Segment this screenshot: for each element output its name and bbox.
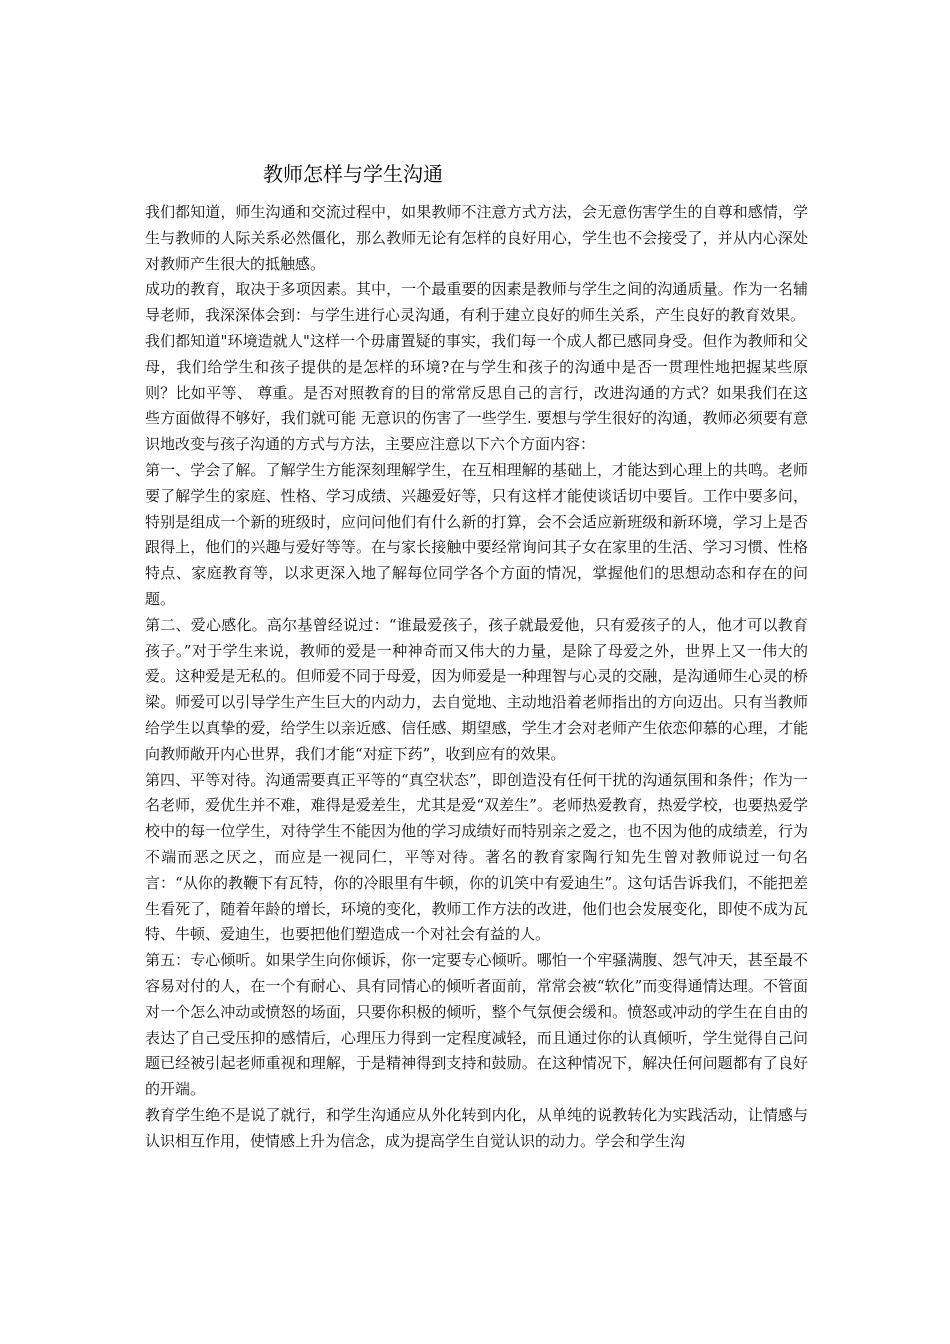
paragraph: 我们都知道，师生沟通和交流过程中，如果教师不注意方式方法，会无意伤害学生的自尊和感情，学生与教师的人际关系必然僵化，那么教师无论有怎样的良好用心，学生也不会接受了，并从内心深处对教师产生很大的抵触感。 [145, 203, 808, 273]
paragraph: 我们都知道"环境造就人"这样一个毋庸置疑的事实，我们每一个成人都已感同身受。但作为教师和父母，我们给学生和孩子提供的是怎样的环境?在与学生和孩子的沟通中是否一贯理性地把握某些原则？比如平等、 尊重。是否对照教育的目的常常反思自己的言行，改进沟通的方式？如果我们在这些方面做得不够好，我们就可能 无意识的伤害了一些学生. 要想与学生很好的沟通，教师必须要有意识地改变与孩子沟通的方式与方法，主要应注意以下六个方面内容： [145, 331, 808, 454]
paragraph: 第一、学会了解。了解学生方能深刻理解学生，在互相理解的基础上，才能达到心理上的共鸣。老师要了解学生的家庭、性格、学习成绩、兴趣爱好等，只有这样才能使谈话切中要旨。工作中要多问，特别是组成一个新的班级时，应问问他们有什么新的打算，会不会适应新班级和新环境，学习上是否跟得上，他们的兴趣与爱好等等。在与家长接触中要经常询问其子女在家里的生活、学习习惯、性格特点、家庭教育等，以求更深入地了解每位同学各个方面的情况，掌握他们的思想动态和存在的问题。 [145, 460, 808, 608]
document-title: 教师怎样与学生沟通 [263, 162, 443, 186]
paragraph: 第五：专心倾听。如果学生向你倾诉，你一定要专心倾听。哪怕一个牢骚满腹、怨气冲天，甚至最不容易对付的人，在一个有耐心、具有同情心的倾听者面前，常常会被“软化”而变得通情达理。不管面对一个怎么冲动或愤怒的场面，只要你积极的倾听，整个气氛便会缓和。愤怒或冲动的学生在自由的表达了自己受压抑的感情后，心理压力得到一定程度减轻，而且通过你的认真倾听，学生觉得自己问题已经被引起老师重视和理解，于是精神得到支持和鼓励。在这种情况下，解决任何问题都有了良好的开端。 [145, 951, 808, 1099]
paragraph: 成功的教育，取决于多项因素。其中，一个最重要的因素是教师与学生之间的沟通质量。作为一名辅导老师，我深深体会到：与学生进行心灵沟通，有利于建立良好的师生关系，产生良好的教育效果。 [145, 280, 808, 325]
paragraph: 第四、平等对待。沟通需要真正平等的“真空状态”，即创造没有任何干扰的沟通氛围和条件；作为一名老师，爱优生并不难，难得是爱差生，尤其是爱“双差生”。老师热爱教育，热爱学校，也要热爱学校中的每一位学生，对待学生不能因为他的学习成绩好而特别亲之爱之，也不因为他的成绩差，行为不端而恶之厌之，而应是一视同仁，平等对待。著名的教育家陶行知先生曾对教师说过一句名言：“从你的教鞭下有瓦特，你的冷眼里有牛顿，你的讥笑中有爱迪生”。这句话告诉我们，不能把差生看死了，随着年龄的增长，环境的变化，教师工作方法的改进，他们也会发展变化，即使不成为瓦特、牛顿、爱迪生，也要把他们塑造成一个对社会有益的人。 [145, 770, 808, 944]
paragraph: 教育学生绝不是说了就行，和学生沟通应从外化转到内化，从单纯的说教转化为实践活动，让情感与认识相互作用，使情感上升为信念，成为提高学生自觉认识的动力。学会和学生沟 [145, 1105, 808, 1150]
document-body [145, 200, 808, 1154]
paragraph: 第二、爱心感化。高尔基曾经说过：“谁最爱孩子，孩子就最爱他，只有爱孩子的人，他才可以教育孩子。”对于学生来说，教师的爱是一种神奇而又伟大的力量，是除了母爱之外，世界上又一伟大的爱。这种爱是无私的。但师爱不同于母爱，因为师爱是一种理智与心灵的交融，是沟通师生心灵的桥梁。师爱可以引导学生产生巨大的内动力，去自觉地、主动地沿着老师指出的方向迈出。只有当教师给学生以真挚的爱，给学生以亲近感、信任感、期望感，学生才会对老师产生依恋仰慕的心理，才能向教师敞开内心世界，我们才能“对症下药”，收到应有的效果。 [145, 615, 808, 763]
